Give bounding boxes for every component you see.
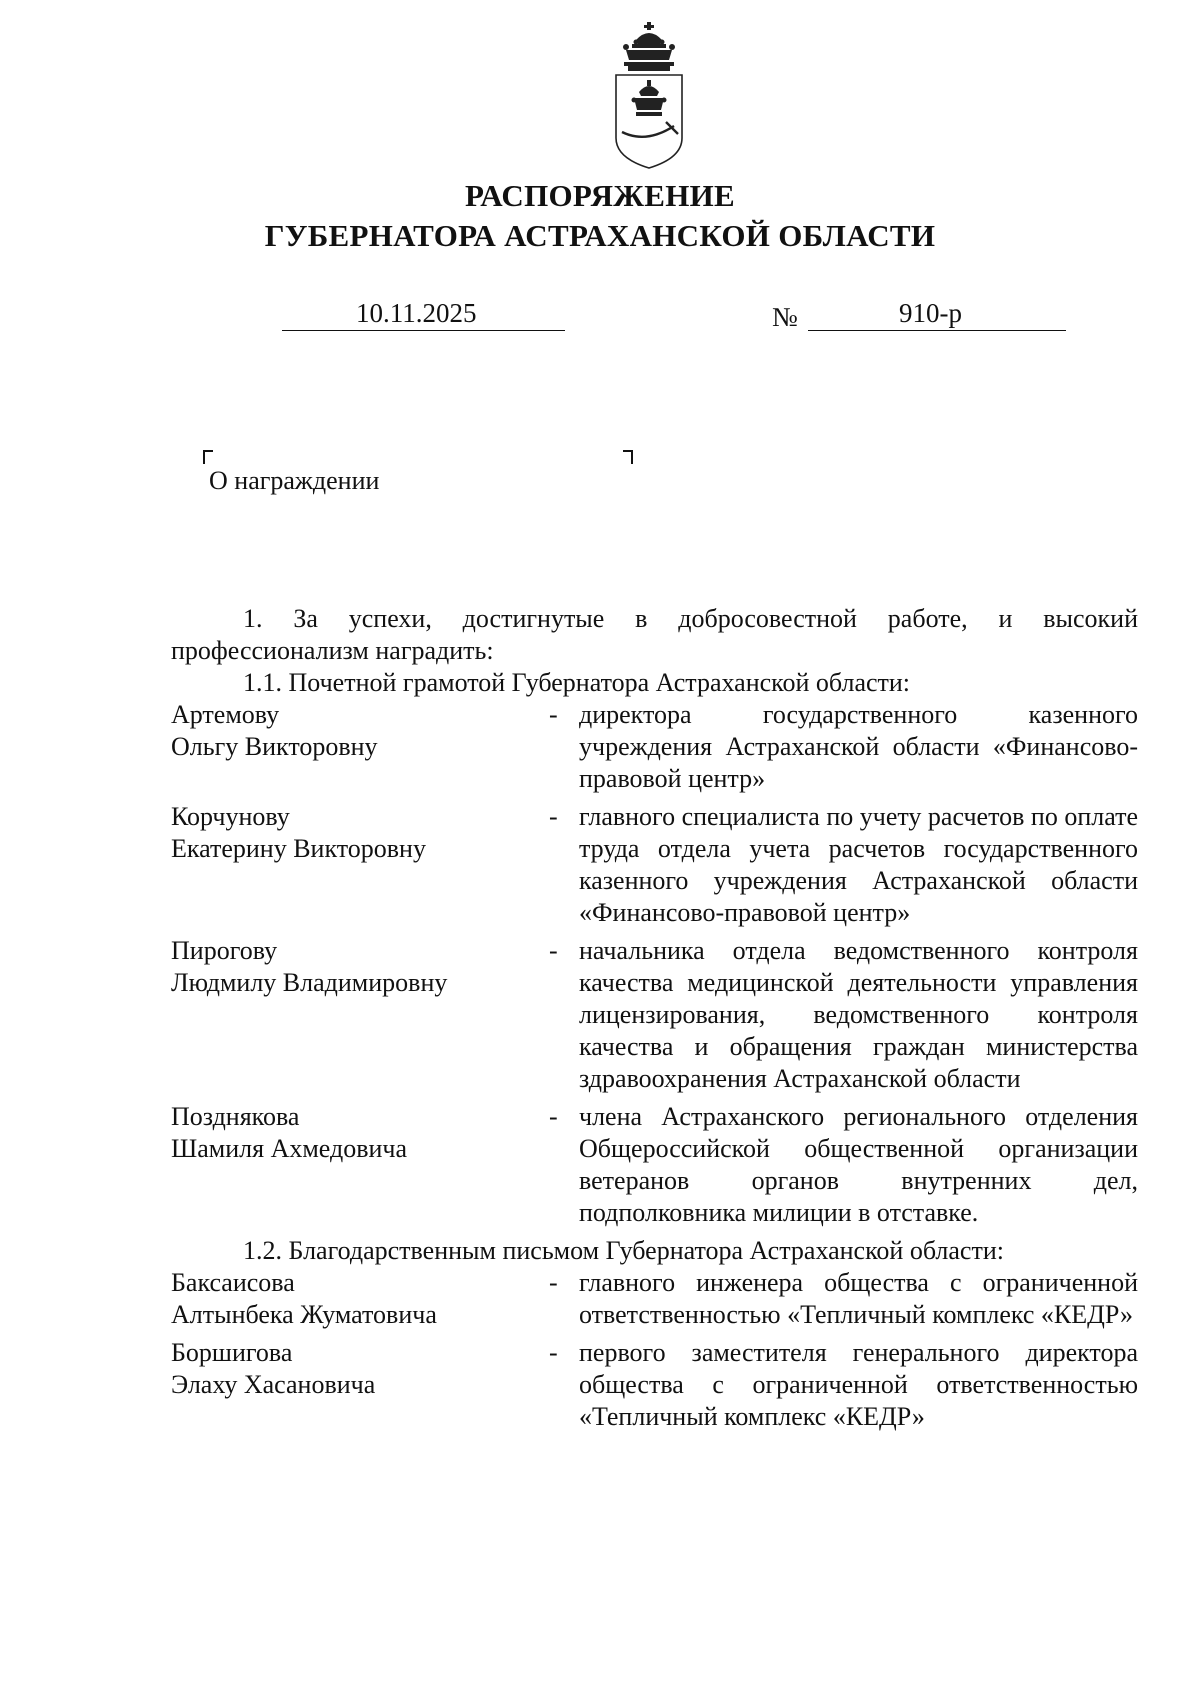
dash-separator: - xyxy=(549,802,558,831)
dash-separator: - xyxy=(549,1102,558,1131)
intro-paragraph: 1. За успехи, достигнутые в добросовестной работе, и высокий профессионализм наградить: xyxy=(171,604,1138,665)
awardee-position: начальника отдела ведомственного контроля качества медицинской деятельности управления лицензирования, ведомственного контроля качества и обращения граждан министерства здравоохранения Астраханской области xyxy=(579,936,1138,1093)
awardee-name xyxy=(171,1101,549,1229)
awardee-surname: Артемову xyxy=(171,700,280,729)
awardee-surname: Пирогову xyxy=(171,936,278,965)
awardee-name xyxy=(171,1337,549,1433)
dash-separator: - xyxy=(549,1268,558,1297)
awardee-position: главного специалиста по учету расчетов по оплате труда отдела учета расчетов государственного казенного учреждения Астраханской области «Финансово-правовой центр» xyxy=(579,802,1138,927)
awardee-given-names: Элаху Хасановича xyxy=(171,1370,376,1399)
awardee-name xyxy=(171,801,549,929)
awardee-surname: Корчунову xyxy=(171,802,290,831)
award-entry xyxy=(171,699,1138,795)
document-date: 10.11.2025 xyxy=(356,298,477,328)
dash-separator: - xyxy=(549,700,558,729)
award-entry xyxy=(171,935,1138,1095)
dash-separator: - xyxy=(549,1338,558,1367)
awardee-given-names: Шамиля Ахмедовича xyxy=(171,1134,408,1163)
section-2-heading: 1.2. Благодарственным письмом Губернатора Астраханской области: xyxy=(243,1236,1004,1265)
awardee-position: директора государственного казенного учреждения Астраханской области «Финансово-правовой центр» xyxy=(579,700,1138,793)
awardee-position: главного инженера общества с ограниченной ответственностью «Тепличный комплекс «КЕДР» xyxy=(579,1268,1138,1329)
awardee-name xyxy=(171,1267,549,1331)
award-entry xyxy=(171,801,1138,929)
awardee-given-names: Ольгу Викторовну xyxy=(171,732,378,761)
award-entry xyxy=(171,1337,1138,1433)
document-body xyxy=(171,603,1138,1439)
awardee-given-names: Екатерину Викторовну xyxy=(171,834,426,863)
awardee-position: первого заместителя генерального директора общества с ограниченной ответственностью «Тепличный комплекс «КЕДР» xyxy=(579,1338,1138,1431)
awardee-name xyxy=(171,935,549,1095)
astrakhan-coat-of-arms-emblem xyxy=(606,20,692,170)
awardee-given-names: Алтынбека Жуматовича xyxy=(171,1300,437,1329)
dash-separator: - xyxy=(549,936,558,965)
awardee-given-names: Людмилу Владимировну xyxy=(171,968,448,997)
number-sign: № xyxy=(772,302,798,332)
subject-bracket-left xyxy=(203,450,213,464)
award-entry xyxy=(171,1101,1138,1229)
awardee-surname: Боршигова xyxy=(171,1338,293,1367)
document-number: 910-р xyxy=(899,298,962,328)
awardee-surname: Баксаисова xyxy=(171,1268,295,1297)
document-issuer: ГУБЕРНАТОРА АСТРАХАНСКОЙ ОБЛАСТИ xyxy=(264,218,936,253)
award-entry xyxy=(171,1267,1138,1331)
awardee-name xyxy=(171,699,549,795)
subject-bracket-right xyxy=(623,450,633,464)
document-subject: О награждении xyxy=(209,466,380,495)
awardee-position: члена Астраханского регионального отделения Общероссийской общественной организации ветеранов органов внутренних дел, подполковника милиции в отставке. xyxy=(579,1102,1138,1227)
awardee-surname: Позднякова xyxy=(171,1102,300,1131)
document-title: РАСПОРЯЖЕНИЕ xyxy=(464,178,736,213)
section-1-heading: 1.1. Почетной грамотой Губернатора Астраханской области: xyxy=(243,668,911,697)
